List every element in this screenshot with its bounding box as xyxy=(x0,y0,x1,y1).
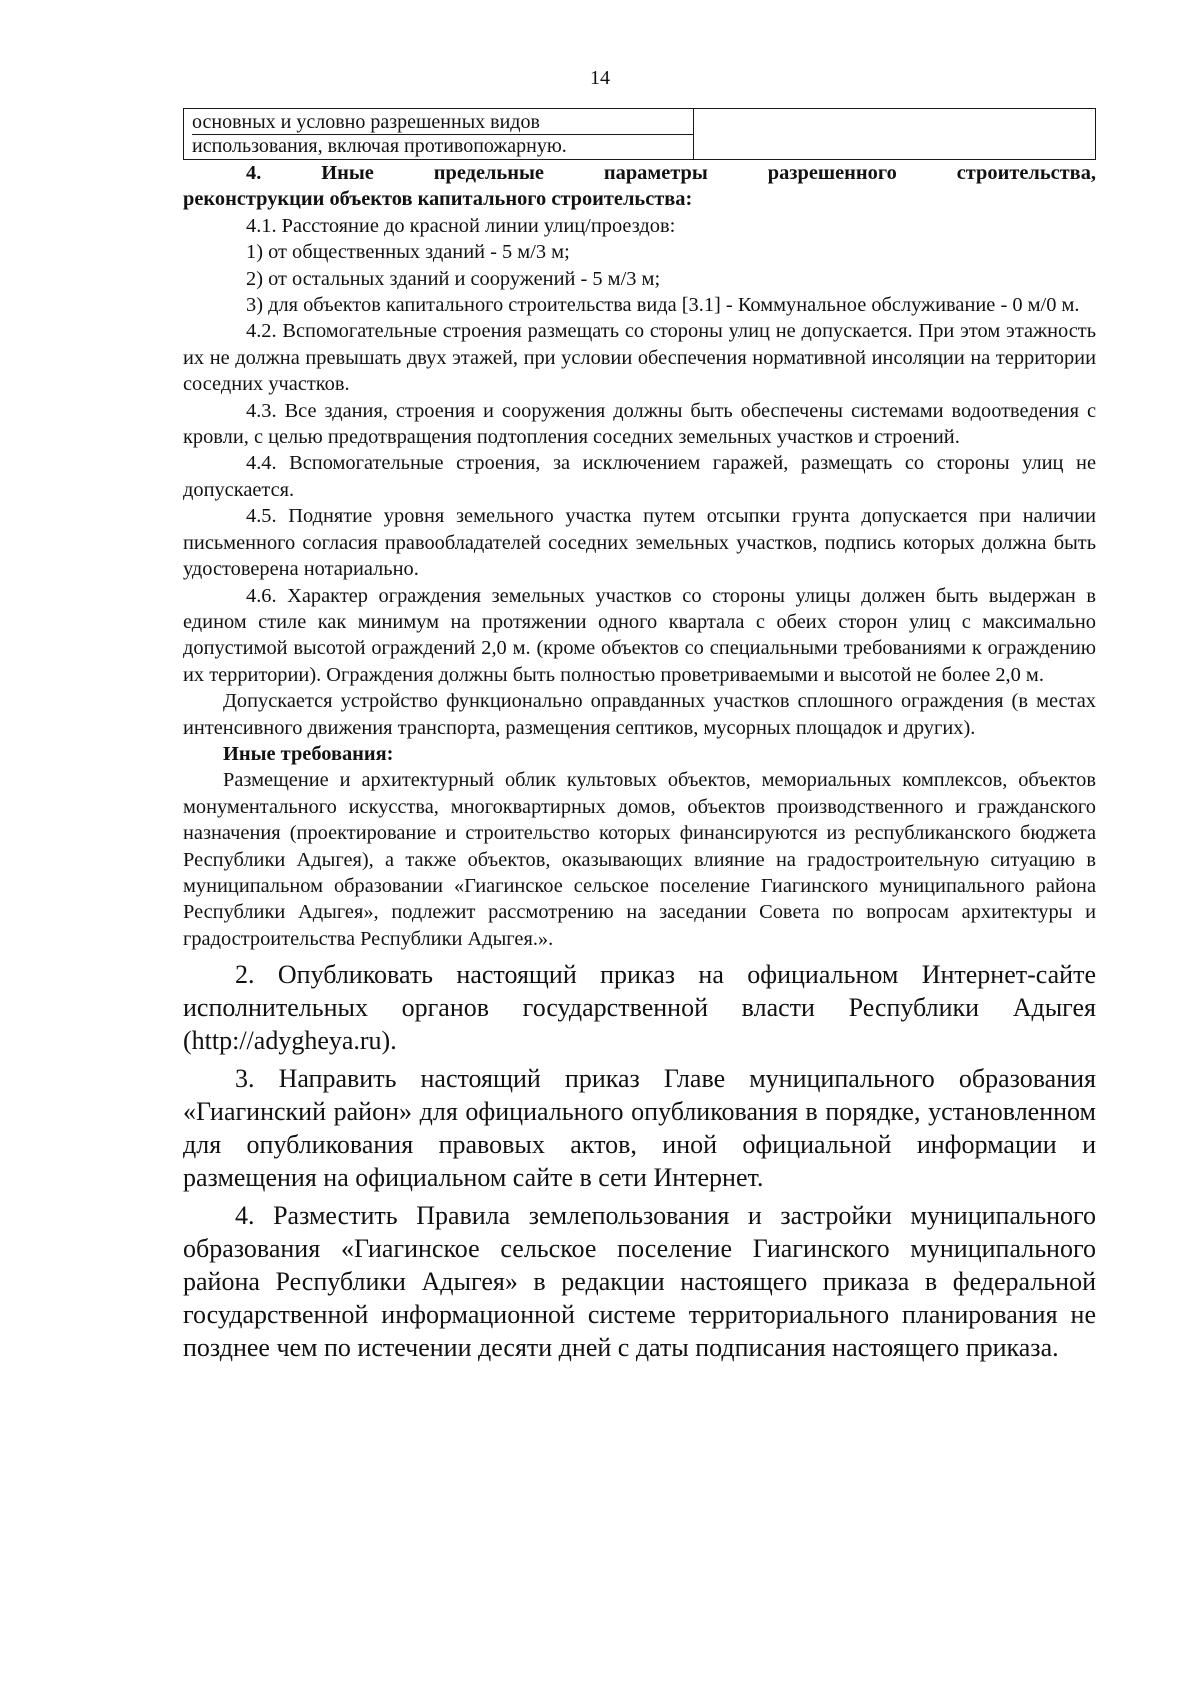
clause-4-5: 4.5. Поднятие уровня земельного участка путем отсыпки грунта допускается при наличии письменного согласия правообладателей соседних земельных участков, подпись которых должна быть удостоверена нотариально. xyxy=(183,505,1096,581)
order-item-4: 4. Разместить Правила землепользования и застройки муниципального образования «Гиагинское сельское поселение Гиагинского муниципального района Республики Адыгея» в редакции настоящего приказа в федеральной государственной информационной системе территориального планирования не позднее чем по истечении десяти дней с даты подписания настоящего приказа. xyxy=(183,1201,1096,1363)
allowed-paragraph: Допускается устройство функционально оправданных участков сплошного ограждения (в местах интенсивного движения транспорта, размещения септиков, мусорных площадок и других). xyxy=(183,690,1096,739)
table-cell-line-1: основных и условно разрешенных видов xyxy=(192,111,693,135)
order-item-2: 2. Опубликовать настоящий приказ на официальном Интернет-сайте исполнительных органов государственной власти Республики Адыгея (http://adygheya.ru). xyxy=(183,960,1096,1056)
other-requirements-paragraph: Размещение и архитектурный облик культовых объектов, мемориальных комплексов, объектов монументального искусства, многоквартирных домов, объектов производственного и гражданского назначения (проектирование и строительство которых финансируются из республиканского бюджета Республики Адыгея), а также объектов, оказывающих влияние на градостроительную ситуацию в муниципальном образовании «Гиагинское сельское поселение Гиагинского муниципального района Республики Адыгея», подлежит рассмотрению на заседании Совета по вопросам архитектуры и градостроительства Республики Адыгея.». xyxy=(183,769,1096,950)
table-cell-line-2: использования, включая противопожарную. xyxy=(192,135,567,157)
clause-4-1-item-3: 3) для объектов капитального строительства вида [3.1] - Коммунальное обслуживание - 0 м/0 м. xyxy=(246,294,1080,317)
section-4-heading-line-2: реконструкции объектов капитального строительства: xyxy=(183,188,693,211)
page-content xyxy=(183,108,1096,1364)
clause-4-1: 4.1. Расстояние до красной линии улиц/проездов: xyxy=(246,214,676,237)
page-number: 14 xyxy=(590,67,610,89)
clause-4-6: 4.6. Характер ограждения земельных участков со стороны улицы должен быть выдержан в едином стиле как минимум на протяжении одного квартала с обеих сторон улиц с максимально допустимой высотой ограждений 2,0 м. (кроме объектов со специальными требованиями к ограждению их территории). Ограждения должны быть полностью проветриваемыми и высотой не более 2,0 м. xyxy=(183,584,1096,686)
clause-4-4: 4.4. Вспомогательные строения, за исключением гаражей, размещать со стороны улиц не допускается. xyxy=(183,452,1096,501)
other-requirements-heading: Иные требования: xyxy=(223,742,394,765)
clause-4-3: 4.3. Все здания, строения и сооружения должны быть обеспечены системами водоотведения с кровли, с целью предотвращения подтопления соседних земельных участков и строений. xyxy=(183,399,1096,449)
clause-4-2: 4.2. Вспомогательные строения размещать со стороны улиц не допускается. При этом этажность их не должна превышать двух этажей, при условии обеспечения нормативной инсоляции на территории соседних участков. xyxy=(183,320,1096,396)
table-cell-empty xyxy=(694,109,1096,160)
section-4-heading-line-1: 4. Иные предельные параметры разрешенного строительства, xyxy=(246,162,1096,184)
clause-4-1-item-1: 1) от общественных зданий - 5 м/3 м; xyxy=(246,241,570,264)
zoning-table-fragment xyxy=(183,108,1096,160)
table-cell-text xyxy=(184,109,694,160)
table-row xyxy=(184,109,1096,160)
clause-4-1-item-2: 2) от остальных зданий и сооружений - 5 м/3 м; xyxy=(246,267,661,290)
order-item-3: 3. Направить настоящий приказ Главе муниципального образования «Гиагинский район» для официального опубликования в порядке, установленном для опубликования правовых актов, иной официальной информации и размещения на официальном сайте в сети Интернет. xyxy=(183,1064,1096,1193)
